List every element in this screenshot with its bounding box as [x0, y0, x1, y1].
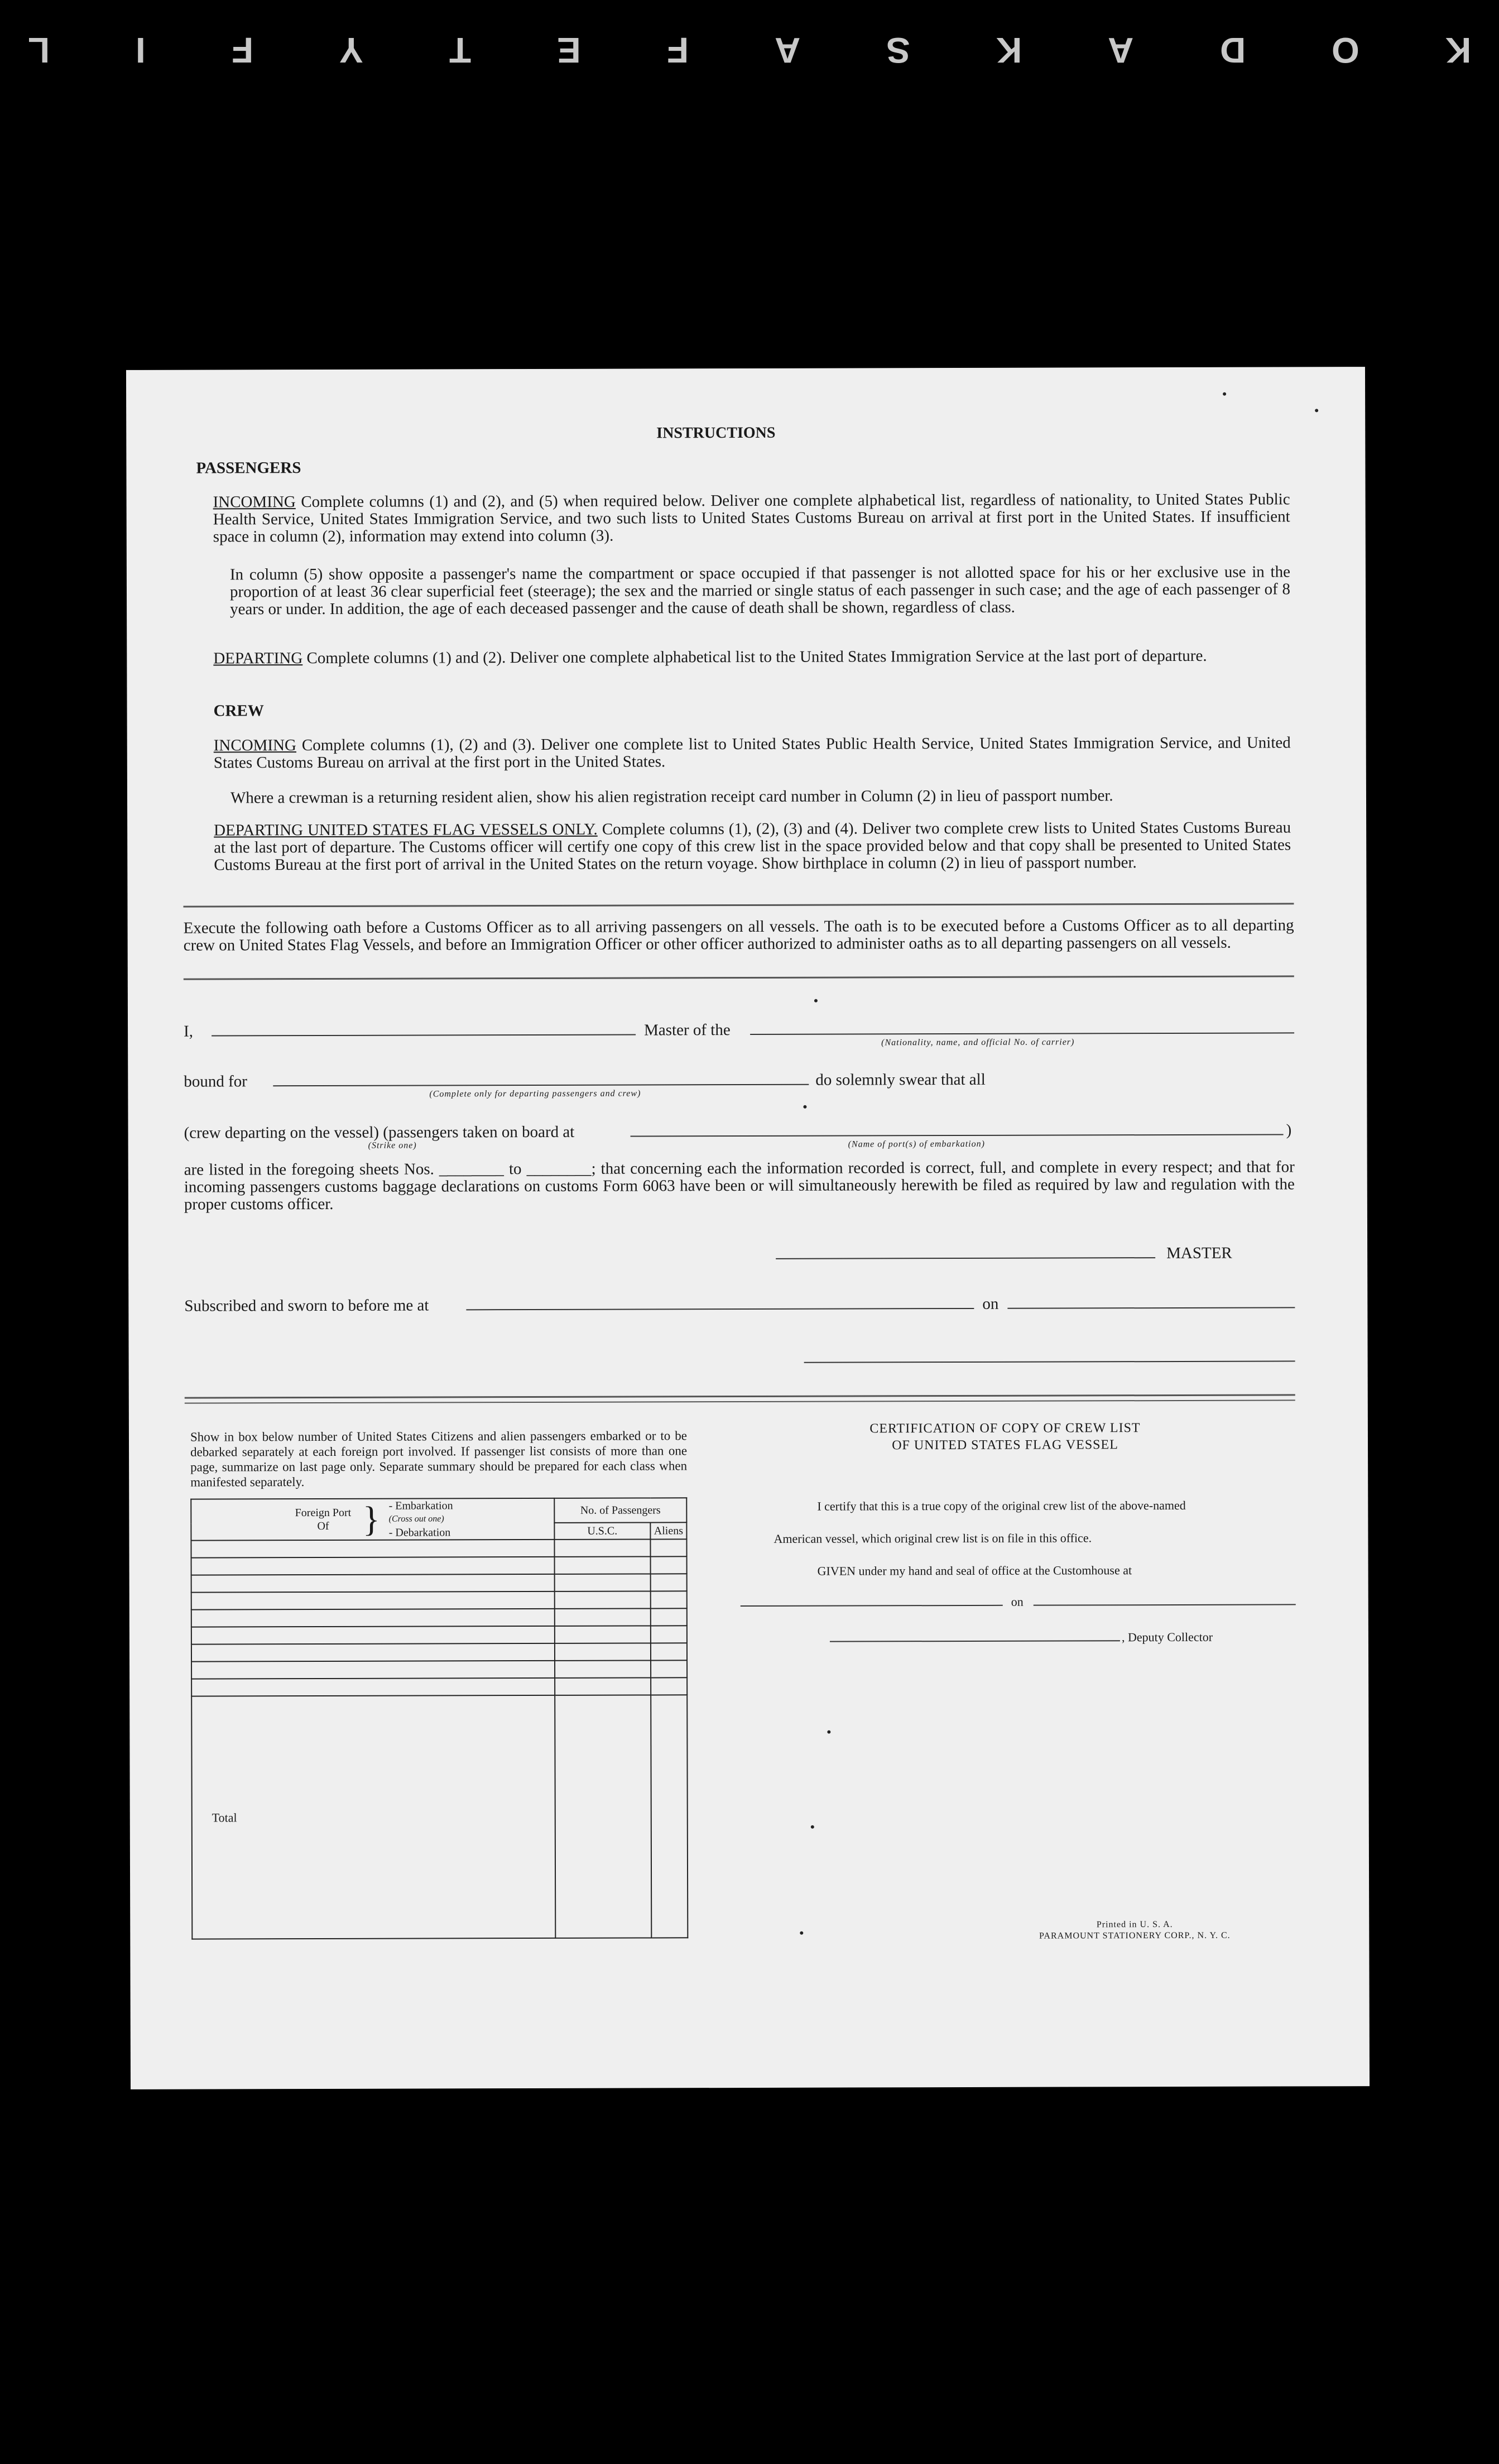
returning-resident-paragraph: Where a crewman is a returning resident alien, show his alien registration receipt card number in Column (2) in lieu of passport number. [230, 787, 1113, 807]
port-caption: (Name of port(s) of embarkation) [848, 1139, 985, 1149]
cert-on-label: on [1011, 1594, 1024, 1609]
dust-speck [811, 1825, 814, 1829]
certification-title-line1: CERTIFICATION OF COPY OF CREW LIST [869, 1421, 1141, 1436]
printer-imprint [978, 1919, 1291, 1942]
cert-date-line[interactable] [1034, 1604, 1296, 1605]
crew-departing-paragraph [214, 819, 1291, 874]
departing-label: DEPARTING [213, 649, 303, 668]
table-row [191, 1608, 687, 1627]
page-title: INSTRUCTIONS [656, 424, 776, 442]
vessel-caption: (Nationality, name, and official No. of carrier) [881, 1037, 1075, 1048]
master-signature-line[interactable] [776, 1257, 1155, 1259]
film-edge-letter: L [28, 30, 50, 70]
table-row [191, 1591, 687, 1609]
passengers-incoming-paragraph [213, 491, 1290, 545]
deputy-collector-label: , Deputy Collector [1121, 1629, 1213, 1645]
film-edge-letter: T [449, 30, 471, 70]
do-swear-label: do solemnly swear that all [815, 1070, 986, 1089]
aliens-header: Aliens [650, 1522, 686, 1540]
crew-incoming-text: Complete columns (1), (2) and (3). Deliver one complete list to United States Public Health Service, United States Immigration Service, and United States Customs Bureau on arrival at the first port in the United States. [213, 734, 1291, 772]
customhouse-line[interactable] [741, 1605, 1003, 1607]
on-label: on [982, 1295, 999, 1313]
dust-speck [1315, 409, 1318, 412]
dust-speck [800, 1931, 803, 1935]
printer-line2: PARAMOUNT STATIONERY CORP., N. Y. C. [1039, 1930, 1231, 1941]
bound-for-label: bound for [184, 1072, 247, 1091]
oath-i-label: I, [184, 1022, 194, 1041]
passengers-heading: PASSENGERS [196, 459, 301, 477]
table-row [191, 1678, 687, 1696]
vessel-name-line[interactable] [750, 1032, 1294, 1035]
table-row [191, 1574, 687, 1592]
departing-text: Complete columns (1) and (2). Deliver one complete alphabetical list to the United States Immigration Service at the last port of departure. [306, 646, 1207, 668]
divider [185, 1399, 1295, 1403]
film-edge-letter: A [774, 30, 801, 70]
dust-speck [827, 1730, 830, 1734]
certification-title-line2: OF UNITED STATES FLAG VESSEL [892, 1437, 1118, 1453]
summary-instructions: Show in box below number of United States Citizens and alien passengers embarked or to be debarked separately at each foreign port involved. If passenger list consists of more than one page, summarize on last page only. Separate summary should be prepared for each class when manifested separately. [190, 1428, 688, 1489]
sworn-date-line[interactable] [1007, 1307, 1295, 1308]
close-paren: ) [1286, 1121, 1292, 1139]
crew-heading: CREW [213, 702, 264, 720]
no-passengers-header: No. of Passengers [554, 1498, 686, 1522]
total-label: Total [191, 1695, 555, 1939]
crew-departing-label: DEPARTING UNITED STATES FLAG VESSELS ONLY. [214, 820, 598, 840]
cross-out-label: (Cross out one) [388, 1514, 444, 1524]
crew-departing-text: Complete columns (1), (2), (3) and (4). Deliver two complete crew lists to United States Customs Bureau at the last port of departure. The Customs officer will certify one copy of this crew list in the space provided below and that copy shall be presented to United States Customs Bureau at the first port of arrival in the United States on the return voyage. Show birthplace in column (2) in lieu of passport number. [214, 818, 1291, 874]
film-edge-letter: Y [339, 30, 363, 70]
table-row [191, 1539, 686, 1557]
divider [184, 975, 1294, 980]
incoming-text: Complete columns (1) and (2), and (5) when required below. Deliver one complete alphabetical list, regardless of nationality, to United States Public Health Service, United States Immigration Service, and two such lists to United States Customs Bureau on arrival at first port in the United States. If insufficient space in column (2), information may extend into column (3). [213, 490, 1290, 546]
debarkation-label: - Debarkation [388, 1526, 451, 1539]
film-edge-letter: E [557, 30, 581, 70]
certification-text [773, 1489, 1298, 1587]
film-edge-letter: F [666, 30, 689, 70]
table-row [191, 1643, 687, 1661]
total-aliens-cell[interactable] [651, 1695, 688, 1938]
column5-paragraph: In column (5) show opposite a passenger's name the compartment or space occupied if that passenger is not allotted space for his or her exclusive use in the proportion of at least 36 clear superficial feet (steerage); the sex and the married or single status of each passenger in such case; and the age of each passenger of 8 years or under. In addition, the age of each deceased passenger and the cause of death shall be shown, regardless of class. [229, 563, 1291, 619]
crew-incoming-paragraph [214, 734, 1291, 771]
dust-speck [1223, 392, 1226, 396]
bound-for-line[interactable] [273, 1084, 809, 1087]
total-usc-cell[interactable] [555, 1695, 651, 1938]
embarkation-label: - Embarkation [388, 1499, 453, 1512]
film-edge-letter: S [886, 30, 910, 70]
given-line: GIVEN under my hand and seal of office at the Customhouse at [817, 1563, 1132, 1578]
dust-speck [814, 999, 818, 1003]
table-row [191, 1556, 687, 1575]
film-edge-letter: A [1108, 30, 1134, 70]
subscribed-label: Subscribed and sworn to before me at [184, 1296, 429, 1315]
divider [183, 903, 1294, 907]
certification-title [815, 1420, 1195, 1454]
table-total-row [191, 1695, 688, 1939]
film-edge-letter: K [1445, 30, 1471, 70]
passenger-summary-table [190, 1497, 688, 1939]
film-edge-letter: O [1331, 30, 1359, 70]
printer-line1: Printed in U. S. A. [1096, 1920, 1173, 1930]
film-edge-letter: F [232, 30, 254, 70]
film-edge-lettering [0, 17, 1499, 84]
officer-signature-line[interactable] [804, 1360, 1295, 1363]
embarkation-port-line[interactable] [631, 1134, 1284, 1137]
oath-intro: Execute the following oath before a Customs Officer as to all arriving passengers on all vessels. The oath is to be executed before a Customs Officer as to all departing crew on United States Flag Vessels, and before an Immigration Officer or other officer authorized to administer oaths as to all departing passengers on all vessels. [183, 916, 1294, 955]
film-edge-letter: I [136, 30, 146, 70]
passengers-departing-paragraph [213, 647, 1290, 667]
film-edge-letter: D [1219, 30, 1246, 70]
bound-for-caption: (Complete only for departing passengers and crew) [429, 1089, 641, 1099]
master-name-line[interactable] [212, 1034, 636, 1037]
deputy-signature-line[interactable] [830, 1640, 1120, 1642]
divider [185, 1394, 1295, 1398]
table-header-row [191, 1498, 686, 1523]
certify-line1: I certify that this is a true copy of the original crew list of the above-named [817, 1498, 1186, 1513]
strike-one-caption: (Strike one) [368, 1140, 417, 1150]
foreign-port-header [191, 1498, 554, 1541]
master-of-the-label: Master of the [644, 1021, 731, 1039]
table-row [191, 1661, 687, 1679]
brace-icon: } [362, 1499, 380, 1539]
crew-incoming-label: INCOMING [213, 736, 296, 755]
incoming-label: INCOMING [213, 493, 296, 511]
crew-departing-label: (crew departing on the vessel) (passengers taken on board at [184, 1123, 575, 1142]
document-page [126, 367, 1370, 2089]
usc-header: U.S.C. [554, 1522, 650, 1540]
film-edge-letter: K [996, 30, 1022, 70]
foreign-port-label: Foreign Port Of [295, 1506, 352, 1533]
listed-paragraph: are listed in the foregoing sheets Nos. ________ to ________; that concerning each the information recorded is correct, full, and complete in every respect; and that for incoming passengers customs baggage declarations on customs Form 6063 have been or will simultaneously herewith be filed as required by law and regulation with the proper customs officer. [184, 1158, 1295, 1214]
certify-line2: American vessel, which original crew list is on file in this office. [773, 1531, 1092, 1546]
master-label: MASTER [1166, 1244, 1232, 1263]
sworn-place-line[interactable] [466, 1308, 974, 1310]
table-row [191, 1626, 687, 1644]
dust-speck [803, 1105, 806, 1109]
